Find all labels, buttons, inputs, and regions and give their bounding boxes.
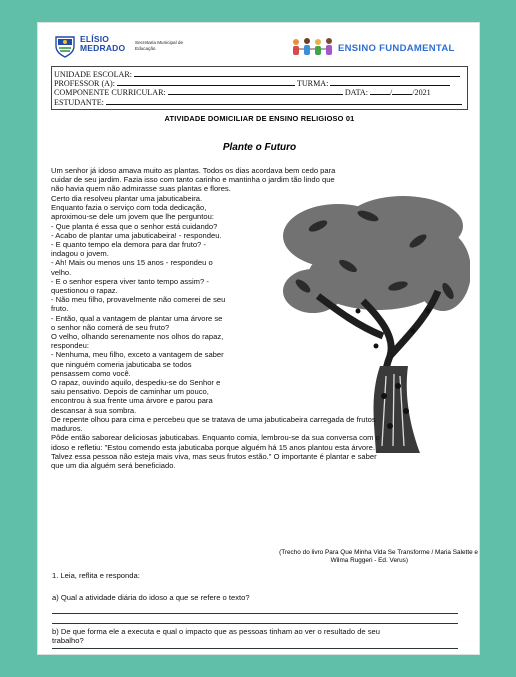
municipality-logo-text — [80, 35, 125, 53]
text-line: respondeu: — [51, 341, 89, 351]
text-line: O velho, olhando serenamente nos olhos do rapaz, — [51, 332, 224, 342]
text-line: idoso e refletiu: "Estou comendo esta jabuticaba porque alguém há 15 anos plantou esta árvore. — [51, 442, 375, 452]
teacher-field[interactable] — [117, 78, 295, 86]
text-line: - Nenhuma, meu filho, exceto a vantagem de saber — [51, 350, 224, 360]
paragraph-intro — [51, 166, 468, 194]
text-line: - Não meu filho, provavelmente não comerei de seu — [51, 295, 226, 305]
secretariat-name: Secretaria Municipal de Educação — [135, 40, 184, 51]
text-line: aproximou-se dele um jovem que lhe perguntou: — [51, 212, 214, 222]
text-line: indagou o jovem. — [51, 249, 109, 259]
text-line: pensassem como você. — [51, 368, 131, 378]
date-month-field[interactable] — [392, 87, 415, 97]
text-line: - Acabo de plantar uma jabuticabeira! - respondeu. — [51, 230, 222, 240]
source-citation — [98, 549, 478, 565]
text-line: Enquanto fazia o serviço com toda dedicação, — [51, 203, 207, 213]
text-line: - E o senhor espera viver tanto tempo assim? - — [51, 276, 209, 286]
question-b-line: trabalho? — [52, 636, 84, 645]
text-line: maduros. — [51, 424, 83, 434]
text-line: De repente olhou para cima e percebeu que se tratava de uma jabuticabeira carregada de frutos — [51, 415, 376, 424]
student-row — [54, 97, 462, 107]
text-line: Talvez essa pessoa não esteja mais viva, mas seus frutos estão." O importante é plantar e saber — [51, 451, 377, 461]
text-line: que ninguém comeria jabuticaba se todos — [51, 359, 192, 369]
story-column — [51, 194, 276, 415]
text-line: - Que planta é essa que o senhor está cuidando? — [51, 221, 218, 231]
text-line: - Ah! Mais ou menos uns 15 anos - respondeu o — [51, 258, 213, 268]
text-line: questionou o rapaz. — [51, 286, 118, 296]
text-line: O rapaz, ouvindo aquilo, despediu-se do Senhor e — [51, 378, 221, 388]
text-title: Plante o Futuro — [222, 142, 297, 153]
worksheet-page — [37, 22, 480, 655]
date-label: DATA: — [344, 88, 368, 97]
text-line: Certo dia resolveu plantar uma jabuticabeira. — [51, 194, 203, 203]
program-title: ENSINO FUNDAMENTAL — [338, 43, 455, 54]
text-line: não havia quem não admirasse suas plantas e flores. — [51, 184, 231, 194]
date-separator: / — [412, 88, 415, 97]
answer-line-b1[interactable] — [52, 648, 458, 649]
teacher-label: PROFESSOR (A): — [54, 79, 115, 88]
worksheet-header — [38, 23, 481, 67]
text-line: - Então, qual a vantagem de plantar uma árvore se — [51, 313, 223, 323]
text-line: - E quanto tempo ela demora para dar fruto? - — [51, 240, 206, 250]
citation-line: Wilma Ruggeri - Ed. Verus) — [330, 557, 408, 564]
text-line: o senhor não comerá de seu fruto? — [51, 322, 170, 332]
text-line: saiu pensativo. Depois de caminhar um pouco, — [51, 387, 209, 397]
text-line: velho. — [51, 267, 72, 277]
answer-line-a2[interactable] — [52, 623, 458, 624]
class-label: TURMA: — [296, 79, 329, 88]
municipality-name-line-1: ELÍSIO — [80, 34, 110, 44]
subject-label: COMPONENTE CURRICULAR: — [54, 88, 166, 97]
municipality-name-line-2: MEDRADO — [80, 43, 126, 53]
date-day-field[interactable] — [370, 87, 393, 97]
subject-row — [54, 87, 431, 97]
text-line: Um senhor já idoso amava muito as plantas. Todos os dias acordava bem cedo para — [51, 166, 336, 175]
school-field[interactable] — [134, 69, 460, 77]
text-line: Pôde então saborear deliciosas jabuticabas. Enquanto comia, lembrou-se da sua conversa com o — [51, 433, 380, 443]
question-b-line: b) De que forma ele a executa e qual o impacto que as pessoas tinham ao ver o resultado de seu — [52, 627, 380, 636]
school-label: UNIDADE ESCOLAR: — [54, 70, 133, 79]
text-line: descansar à sua sombra. — [51, 405, 137, 415]
question-b — [52, 627, 472, 645]
date-separator: / — [390, 88, 393, 97]
citation-line: (Trecho do livro Para Que Minha Vida Se Transforme / Maria Salette e — [279, 549, 478, 556]
municipal-crest-icon — [54, 34, 76, 58]
text-line: cuidar de seu jardim. Fazia isso com tanto carinho e mantinha o jardim tão lindo que — [51, 175, 335, 185]
class-field[interactable] — [330, 78, 450, 86]
date-year: 2021 — [414, 88, 431, 97]
answer-line-a1[interactable] — [52, 613, 458, 614]
text-line: que um dia alguém será beneficiado. — [51, 461, 176, 471]
question-a: a) Qual a atividade diária do idoso a que se refere o texto? — [52, 593, 250, 602]
children-illustration-icon — [290, 37, 338, 59]
instruction-text: 1. Leia, reflita e responda: — [52, 571, 140, 580]
student-info-form — [51, 66, 468, 110]
student-label: ESTUDANTE: — [54, 98, 104, 107]
text-line: encontrou à sua frente uma árvore e parou para — [51, 396, 213, 406]
student-field[interactable] — [106, 97, 462, 105]
text-line: fruto. — [51, 304, 69, 314]
subject-field[interactable] — [168, 87, 343, 95]
paragraph-ending — [51, 415, 468, 470]
activity-title: ATIVIDADE DOMICILIAR DE ENSINO RELIGIOSO 01 — [164, 114, 355, 123]
